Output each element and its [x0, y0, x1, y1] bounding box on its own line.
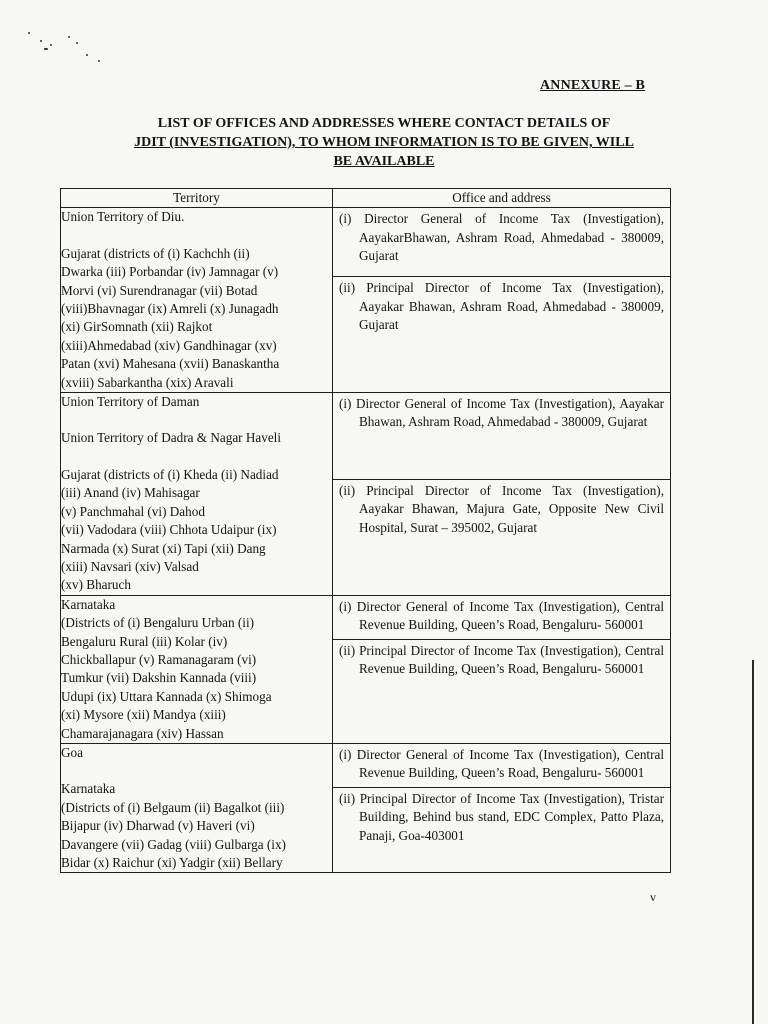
territory-line: (iii) Anand (iv) Mahisagar — [61, 485, 200, 501]
territory-line: Morvi (vi) Surendranagar (vii) Botad — [61, 282, 258, 298]
office-entry: (ii) Principal Director of Income Tax (Investigation), Aayakar Bhawan, Majura Gate, Opposite New Civil Hospital, Surat – 395002, Gujarat — [339, 483, 664, 535]
office-entry: (i) Director General of Income Tax (Investigation), AayakarBhawan, Ashram Road, Ahmedabad - 380009, Gujarat — [333, 208, 670, 277]
territory-line: Gujarat (districts of (i) Kachchh (ii) — [61, 245, 250, 261]
territory-line: Chickballapur (v) Ramanagaram (vi) — [61, 651, 257, 667]
office-entry: (i) Director General of Income Tax (Investigation), Central Revenue Building, Queen’s Road, Bengaluru- 560001 — [333, 596, 670, 640]
table-row — [61, 208, 671, 393]
territory-line: (viii)Bhavnagar (ix) Amreli (x) Junagadh — [61, 301, 279, 317]
territory-line: Davangere (vii) Gadag (viii) Gulbarga (ix) — [61, 836, 286, 852]
territory-spacer — [61, 411, 332, 429]
table-header-row — [61, 189, 671, 208]
title-line-2: JDIT (INVESTIGATION), TO WHOM INFORMATION IS TO BE GIVEN, WILL — [134, 135, 634, 150]
table-row — [61, 595, 671, 743]
title-line-1: LIST OF OFFICES AND ADDRESSES WHERE CONTACT DETAILS OF — [157, 116, 611, 131]
territory-spacer — [61, 227, 332, 245]
office-entry: (ii) Principal Director of Income Tax (Investigation), Tristar Building, Behind bus stand, EDC Complex, Patto Plaza, Panaji, Goa-403001 — [339, 790, 664, 843]
territory-line: (xiii) Navsari (xiv) Valsad — [61, 558, 199, 574]
table-row — [61, 743, 671, 872]
territory-cell — [61, 208, 333, 393]
territory-line: (v) Panchmahal (vi) Dahod — [61, 503, 205, 519]
scan-edge-line — [752, 660, 754, 1024]
territory-spacer — [61, 448, 332, 466]
territory-line: Bijapur (iv) Dharwad (v) Haveri (vi) — [61, 818, 255, 834]
office-entry: (ii) Principal Director of Income Tax (Investigation), Aayakar Bhawan, Ashram Road, Ahmedabad - 380009, Gujarat — [339, 280, 664, 333]
table-row — [61, 393, 671, 596]
territory-line: Union Territory of Daman — [61, 394, 200, 410]
territory-line: Goa — [61, 744, 83, 760]
territory-line: Udupi (ix) Uttara Kannada (x) Shimoga — [61, 688, 272, 704]
office-cell — [333, 743, 671, 872]
territory-line: Karnataka — [61, 781, 116, 797]
office-cell — [333, 208, 671, 393]
office-entry: (i) Director General of Income Tax (Investigation), Aayakar Bhawan, Ashram Road, Ahmedabad - 380009, Gujarat — [333, 393, 670, 480]
territory-line: Bengaluru Rural (iii) Kolar (iv) — [61, 633, 228, 649]
office-entry: (i) Director General of Income Tax (Investigation), Central Revenue Building, Queen’s Road, Bengaluru- 560001 — [333, 744, 670, 788]
territory-line: Tumkur (vii) Dakshin Kannada (viii) — [61, 670, 257, 686]
territory-spacer — [61, 762, 332, 780]
territory-line: Bidar (x) Raichur (xi) Yadgir (xii) Bellary — [61, 855, 283, 870]
territory-line: Gujarat (districts of (i) Kheda (ii) Nadiad — [61, 466, 279, 482]
scan-specks — [28, 30, 108, 70]
territory-line: (vii) Vadodara (viii) Chhota Udaipur (ix) — [61, 522, 277, 538]
title-line-3: BE AVAILABLE — [333, 154, 435, 169]
office-cell — [333, 393, 671, 596]
territory-line: Narmada (x) Surat (xi) Tapi (xii) Dang — [61, 540, 266, 556]
document-title — [96, 114, 672, 171]
territory-line: Chamarajanagara (xiv) Hassan — [61, 725, 224, 741]
column-header-territory: Territory — [61, 189, 333, 208]
territory-cell — [61, 743, 333, 872]
column-header-office: Office and address — [333, 189, 671, 208]
page-number: v — [650, 890, 656, 904]
territory-line: Union Territory of Diu. — [61, 209, 185, 225]
office-entry: (ii) Principal Director of Income Tax (Investigation), Central Revenue Building, Queen’s Road, Bengaluru- 560001 — [339, 642, 664, 676]
territory-line: Patan (xvi) Mahesana (xvii) Banaskantha — [61, 356, 280, 372]
office-cell — [333, 595, 671, 743]
territory-line: (xiii)Ahmedabad (xiv) Gandhinagar (xv) — [61, 337, 277, 353]
territory-line: Dwarka (iii) Porbandar (iv) Jamnagar (v) — [61, 264, 279, 280]
territory-line: (xv) Bharuch — [61, 577, 131, 593]
territory-line: Karnataka — [61, 596, 116, 612]
territory-line: (xi) GirSomnath (xii) Rajkot — [61, 319, 213, 335]
territory-line: (xviii) Sabarkantha (xix) Aravali — [61, 374, 234, 390]
territory-line: Union Territory of Dadra & Nagar Haveli — [61, 430, 282, 446]
territory-cell — [61, 393, 333, 596]
territory-line: (Districts of (i) Bengaluru Urban (ii) — [61, 615, 254, 631]
territory-line: (Districts of (i) Belgaum (ii) Bagalkot (iii) — [61, 799, 285, 815]
territory-line: (xi) Mysore (xii) Mandya (xiii) — [61, 707, 226, 723]
offices-table — [60, 188, 671, 873]
annexure-label: ANNEXURE – B — [540, 78, 646, 93]
territory-cell — [61, 595, 333, 743]
